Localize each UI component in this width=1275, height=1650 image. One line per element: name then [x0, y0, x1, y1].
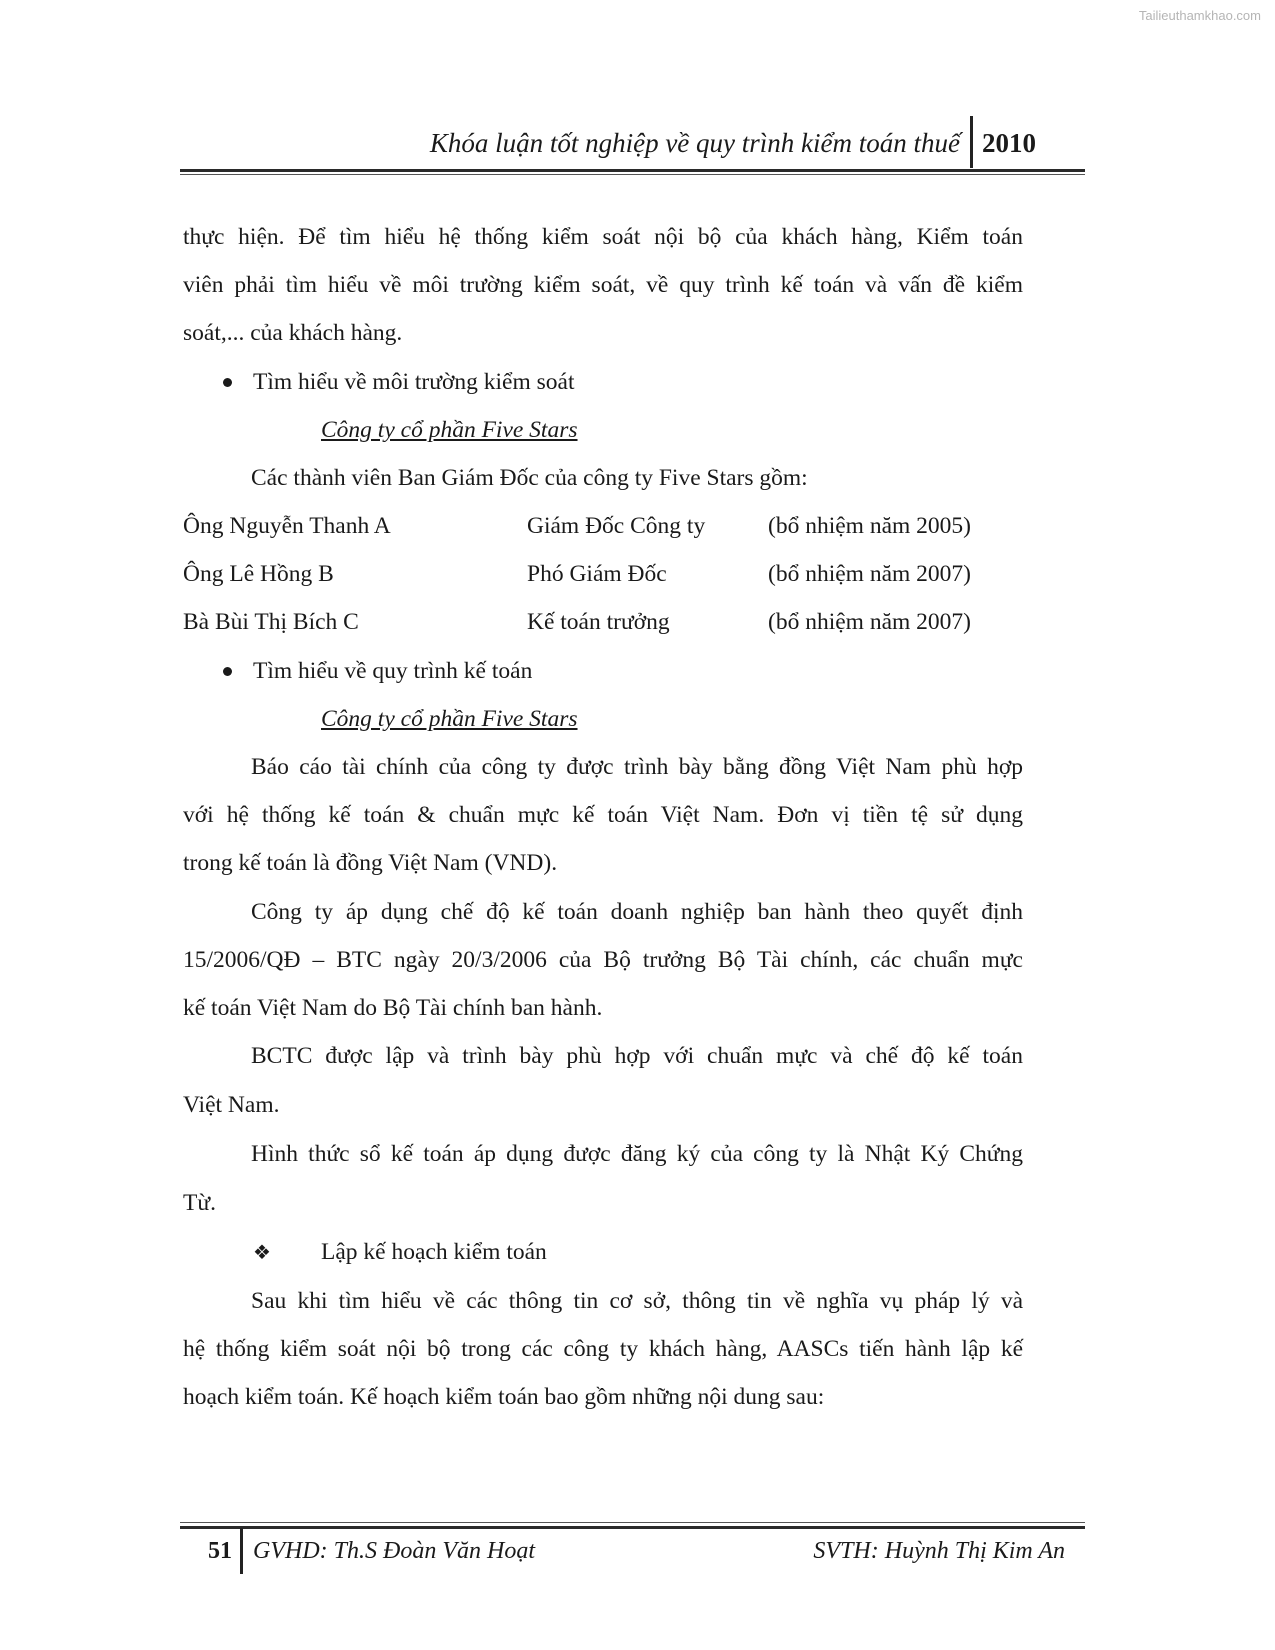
paragraph-line: thực hiện. Để tìm hiểu hệ thống kiểm soát nội bộ của khách hàng, Kiểm toán [183, 224, 1023, 250]
paragraph-line: soát,... của khách hàng. [183, 320, 403, 346]
paragraph-line: với hệ thống kế toán & chuẩn mực kế toán Việt Nam. Đơn vị tiền tệ sử dụng [183, 802, 1023, 828]
board-member-name: Bà Bùi Thị Bích C [183, 609, 359, 635]
footer-rule [180, 1526, 1085, 1529]
board-member-role: Phó Giám Đốc [527, 561, 667, 587]
bullet-icon [223, 378, 232, 387]
paragraph-line: viên phải tìm hiểu về môi trường kiểm soát, về quy trình kế toán và vấn đề kiểm [183, 272, 1023, 298]
footer-rule-thin [180, 1522, 1085, 1523]
header-year: 2010 [982, 128, 1036, 158]
board-member-role: Kế toán trưởng [527, 609, 670, 635]
header-rule-thin [180, 174, 1085, 175]
board-intro: Các thành viên Ban Giám Đốc của công ty Five Stars gồm: [251, 465, 808, 491]
header-title: Khóa luận tốt nghiệp về quy trình kiểm toán thuế [429, 128, 960, 158]
board-member-appointed: (bổ nhiệm năm 2007) [768, 561, 971, 587]
paragraph-line: kế toán Việt Nam do Bộ Tài chính ban hành. [183, 995, 603, 1021]
footer-separator [240, 1528, 243, 1574]
paragraph-line: hệ thống kiểm soát nội bộ trong các công ty khách hàng, AASCs tiến hành lập kế [183, 1336, 1023, 1362]
board-member-appointed: (bổ nhiệm năm 2005) [768, 513, 971, 539]
diamond-bullet-icon: ❖ [253, 1240, 271, 1264]
paragraph-line: Báo cáo tài chính của công ty được trình bày bằng đồng Việt Nam phù hợp [251, 754, 1023, 780]
board-member-name: Ông Nguyễn Thanh A [183, 513, 391, 539]
paragraph-line: Việt Nam. [183, 1092, 280, 1118]
paragraph-line: hoạch kiểm toán. Kế hoạch kiểm toán bao gồm những nội dung sau: [183, 1384, 825, 1410]
board-member-appointed: (bổ nhiệm năm 2007) [768, 609, 971, 635]
company-heading: Công ty cổ phần Five Stars [321, 417, 578, 443]
board-member-role: Giám Đốc Công ty [527, 513, 706, 539]
paragraph-line: 15/2006/QĐ – BTC ngày 20/3/2006 của Bộ trưởng Bộ Tài chính, các chuẩn mực [183, 947, 1023, 973]
bullet-item: Tìm hiểu về môi trường kiểm soát [253, 369, 575, 395]
paragraph-line: trong kế toán là đồng Việt Nam (VND). [183, 850, 558, 876]
paragraph-line: Sau khi tìm hiểu về các thông tin cơ sở, thông tin về nghĩa vụ pháp lý và [251, 1288, 1023, 1314]
board-member-name: Ông Lê Hồng B [183, 561, 334, 587]
page-number: 51 [208, 1538, 232, 1564]
company-heading: Công ty cổ phần Five Stars [321, 706, 578, 732]
bullet-icon [223, 667, 232, 676]
header-rule [180, 169, 1085, 172]
paragraph-line: Công ty áp dụng chế độ kế toán doanh nghiệp ban hành theo quyết định [251, 899, 1023, 925]
footer-advisor: GVHD: Th.S Đoàn Văn Hoạt [253, 1538, 535, 1564]
paragraph-line: Từ. [183, 1190, 216, 1216]
bullet-item: Tìm hiểu về quy trình kế toán [253, 658, 533, 684]
section-heading: Lập kế hoạch kiểm toán [321, 1239, 547, 1265]
paragraph-line: BCTC được lập và trình bày phù hợp với chuẩn mực và chế độ kế toán [251, 1043, 1023, 1069]
footer-student: SVTH: Huỳnh Thị Kim An [813, 1538, 1065, 1564]
paragraph-line: Hình thức sổ kế toán áp dụng được đăng ký của công ty là Nhật Ký Chứng [251, 1141, 1023, 1167]
header-separator [970, 116, 973, 168]
watermark: Tailieuthamkhao.com [1138, 8, 1261, 23]
